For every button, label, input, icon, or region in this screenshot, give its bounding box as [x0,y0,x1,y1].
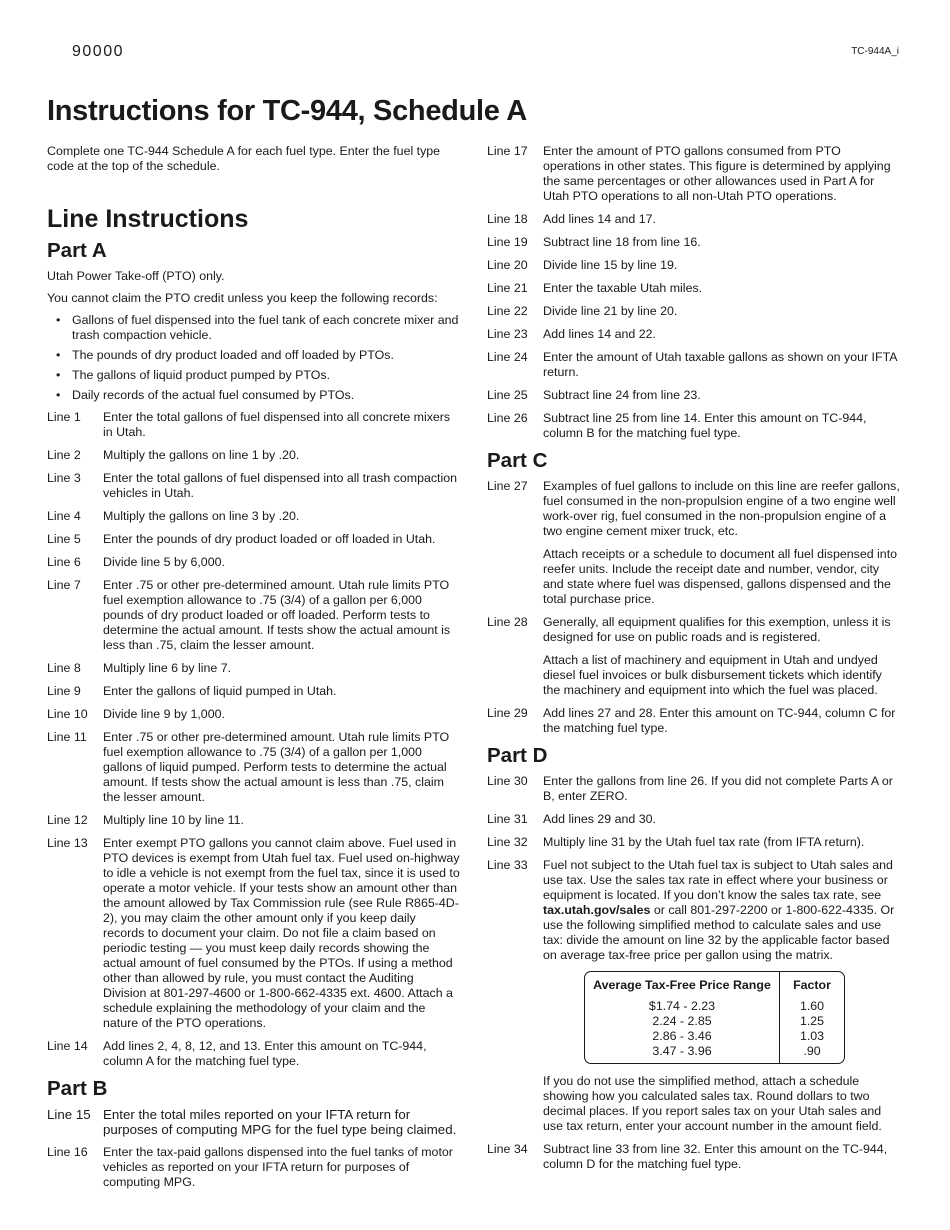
line-instruction-34 [487,1142,901,1172]
line-text: Add lines 2, 4, 8, 12, and 13. Enter this amount on TC-944, column A for the matching fuel type. [103,1039,427,1068]
line-text [543,858,901,963]
line-instruction-12 [47,813,460,828]
part-c-heading: Part C [487,449,548,472]
line-number: Line 18 [487,212,528,226]
list-item: • The pounds of dry product loaded and off loaded by PTOs. [47,348,460,363]
line-instruction-5 [47,532,460,547]
line-instruction-29 [487,706,901,736]
line-instruction-20 [487,258,901,273]
line-text: Multiply the gallons on line 1 by .20. [103,448,300,462]
line-instruction-15 [47,1107,460,1137]
line-instruction-3 [47,471,460,501]
line-number: Line 21 [487,281,528,295]
line-instruction-9 [47,684,460,699]
part-b-heading: Part B [47,1077,108,1100]
line-instruction-7 [47,578,460,653]
line-instruction-22 [487,304,901,319]
page-title: Instructions for TC-944, Schedule A [47,95,527,127]
line-text: Enter the pounds of dry product loaded or off loaded in Utah. [103,532,436,546]
line-number: Line 13 [47,836,88,850]
factor-column [780,972,844,1063]
line-instruction-14 [47,1039,460,1069]
table-cell: $1.74 - 2.23 [648,999,716,1013]
line-number: Line 31 [487,812,528,826]
line-number: Line 1 [47,410,81,424]
line-number: Line 23 [487,327,528,341]
line-instruction-19 [487,235,901,250]
line-text: Add lines 14 and 17. [543,212,656,226]
line-text: Divide line 15 by line 19. [543,258,678,272]
line-number: Line 22 [487,304,528,318]
line-text: Multiply line 10 by line 11. [103,813,244,827]
line-text: Divide line 21 by line 20. [543,304,678,318]
line-number: Line 6 [47,555,81,569]
line-text: Enter exempt PTO gallons you cannot claim above. Fuel used in PTO devices is exempt from Utah fuel tax. Fuel used on-highway to idle a vehicle is not exempt from the fuel tax, since it is used to operate a motor vehicle. If your tests show an amount other than the amount allowed by Tax Commission rule (see Rule R865-4D-2), you may claim the other amount only if you keep daily records to document your claim. Do not file a claim based on periodic testing — you must keep daily records showing the actual amount of fuel consumed by the PTOs. If using a method other than allowed by rule, you must contact the Auditing Division at 801-297-4600 or 1-800-662-4335 ext. 4600. Attach a schedule explaining the methodology of your claim and the nature of the PTO operations. [103,836,460,1030]
line-number: Line 30 [487,774,528,788]
part-a-paragraph: You cannot claim the PTO credit unless you keep the following records: [47,291,438,305]
line-text: Enter .75 or other pre-determined amount. Utah rule limits PTO fuel exemption allowance to .75 (3/4) of a gallon per 1,000 gallons of liquid pumped. Perform tests to determine the actual amount. If tests show the actual amount is less than .75, claim the lesser amount. [103,730,450,804]
line-text-part: or call 801-297-2200 or 1-800-622-4335. Or use the following simplified method to calculate sales and use tax: divide the amount on line 32 by the applicable factor based on average tax-free price per gallon using the matrix. [543,903,895,962]
line-text: Enter the taxable Utah miles. [543,281,703,295]
table-cell: .90 [803,1044,821,1058]
line-instruction-8 [47,661,460,676]
line-number: Line 19 [487,235,528,249]
left-column [47,144,460,1198]
line-number: Line 5 [47,532,81,546]
line-number: Line 8 [47,661,81,675]
records-list [47,313,460,403]
table-cell: 3.47 - 3.96 [652,1044,712,1058]
line-33-note: If you do not use the simplified method, attach a schedule showing how you calculated sales tax. Round dollars to two decimal places. If you report sales tax on your Utah sales and use tax return, enter your account number in the amount field. [543,1074,882,1133]
line-instruction-25 [487,388,901,403]
right-column [487,144,901,1180]
part-d-heading: Part D [487,744,548,767]
list-item: • Daily records of the actual fuel consumed by PTOs. [47,388,460,403]
line-number: Line 2 [47,448,81,462]
line-text: Enter the gallons of liquid pumped in Utah. [103,684,337,698]
sales-tax-link[interactable]: tax.utah.gov/sales [543,903,651,917]
line-text: Subtract line 18 from line 16. [543,235,701,249]
line-instruction-16 [47,1145,460,1190]
form-id: TC-944A_i [851,46,899,57]
table-cell: 2.24 - 2.85 [652,1014,712,1028]
document-code: 90000 [72,43,124,60]
part-a-paragraph: Utah Power Take-off (PTO) only. [47,269,225,283]
line-text: Subtract line 33 from line 32. Enter this amount on the TC-944, column D for the matching fuel type. [543,1142,888,1171]
line-text: Subtract line 25 from line 14. Enter this amount on TC-944, column B for the matching fuel type. [543,411,867,440]
line-instruction-24 [487,350,901,380]
factor-header: Factor [793,978,831,992]
line-instruction-4 [47,509,460,524]
line-text: Examples of fuel gallons to include on this line are reefer gallons, fuel consumed in the non-propulsion engine of a two engine well work-over rig, fuel consumed in the non-propulsion engine of a two engine cement mixer truck, etc. [543,479,900,538]
line-number: Line 34 [487,1142,528,1156]
line-number: Line 7 [47,578,81,592]
line-instruction-21 [487,281,901,296]
line-text: Enter the tax-paid gallons dispensed into the fuel tanks of motor vehicles as reported on your IFTA return for purposes of computing MPG. [103,1145,453,1189]
table-cell: 1.25 [799,1014,825,1028]
factor-matrix-table [584,971,845,1064]
line-text: Add lines 14 and 22. [543,327,656,341]
line-text: Add lines 27 and 28. Enter this amount on TC-944, column C for the matching fuel type. [543,706,896,735]
price-range-header: Average Tax-Free Price Range [593,978,771,992]
line-number: Line 33 [487,858,528,872]
line-instruction-10 [47,707,460,722]
line-instruction-26 [487,411,901,441]
line-instruction-27 [487,479,901,539]
line-text: Enter the amount of Utah taxable gallons as shown on your IFTA return. [543,350,897,379]
line-number: Line 4 [47,509,81,523]
line-number: Line 14 [47,1039,88,1053]
line-number: Line 28 [487,615,528,629]
line-number: Line 9 [47,684,81,698]
intro-paragraph: Complete one TC-944 Schedule A for each fuel type. Enter the fuel type code at the top of the schedule. [47,144,441,173]
line-text: Enter .75 or other pre-determined amount. Utah rule limits PTO fuel exemption allowance to .75 (3/4) of a gallon per 6,000 pounds of dry product loaded or off loaded. Perform tests to determine the actual amount. If tests show the actual amount is less than .75, claim the lesser amount. [103,578,451,652]
line-instruction-31 [487,812,901,827]
line-text: Enter the amount of PTO gallons consumed from PTO operations in other states. This figure is determined by applying the same percentages or other allowances used in Part A for Utah PTO operations to all non-Utah PTO operations. [543,144,891,203]
line-text: Multiply the gallons on line 3 by .20. [103,509,300,523]
line-text: Divide line 9 by 1,000. [103,707,225,721]
line-27-note: Attach receipts or a schedule to document all fuel dispensed into reefer units. Include the receipt date and number, vendor, city and state where fuel was dispensed, gallons dispensed and the total purchase price. [543,547,898,606]
line-instruction-30 [487,774,901,804]
line-instruction-23 [487,327,901,342]
line-number: Line 3 [47,471,81,485]
table-cell: 2.86 - 3.46 [652,1029,712,1043]
table-cell: 1.60 [799,999,825,1013]
line-instructions-heading: Line Instructions [47,205,249,233]
line-instruction-2 [47,448,460,463]
line-text: Enter the total gallons of fuel dispensed into all concrete mixers in Utah. [103,410,451,439]
line-text: Enter the gallons from line 26. If you did not complete Parts A or B, enter ZERO. [543,774,893,803]
line-instruction-17 [487,144,901,204]
line-text: Multiply line 31 by the Utah fuel tax rate (from IFTA return). [543,835,865,849]
price-range-column [585,972,780,1063]
line-number: Line 25 [487,388,528,402]
line-instruction-13 [47,836,460,1031]
line-number: Line 11 [47,730,87,744]
list-item: • The gallons of liquid product pumped by PTOs. [47,368,460,383]
part-a-heading: Part A [47,239,107,262]
line-number: Line 16 [47,1145,88,1159]
line-number: Line 32 [487,835,528,849]
line-number: Line 15 [47,1107,91,1122]
line-instruction-18 [487,212,901,227]
line-text: Divide line 5 by 6,000. [103,555,225,569]
line-number: Line 29 [487,706,528,720]
line-number: Line 27 [487,479,528,493]
line-number: Line 24 [487,350,528,364]
line-text: Enter the total miles reported on your IFTA return for purposes of computing MPG for the fuel type being claimed. [103,1107,457,1137]
line-text: Enter the total gallons of fuel dispensed into all trash compaction vehicles in Utah. [103,471,458,500]
line-number: Line 20 [487,258,528,272]
line-text: Subtract line 24 from line 23. [543,388,701,402]
line-instruction-6 [47,555,460,570]
line-number: Line 12 [47,813,88,827]
line-text: Generally, all equipment qualifies for this exemption, unless it is designed for use on public roads and is registered. [543,615,891,644]
line-number: Line 26 [487,411,528,425]
line-28-note: Attach a list of machinery and equipment in Utah and undyed diesel fuel invoices or bulk disbursement tickets which identify the machinery and equipment into which the fuel was placed. [543,653,882,697]
line-number: Line 17 [487,144,528,158]
line-text: Multiply line 6 by line 7. [103,661,232,675]
line-text-part: Fuel not subject to the Utah fuel tax is subject to Utah sales and use tax. Use the sales tax rate in effect where your business or equipment is located. If you don’t know the sales tax rate, see [543,858,893,902]
line-number: Line 10 [47,707,88,721]
line-instruction-32 [487,835,901,850]
line-instruction-11 [47,730,460,805]
table-cell: 1.03 [799,1029,825,1043]
line-text: Add lines 29 and 30. [543,812,656,826]
list-item: • Gallons of fuel dispensed into the fuel tank of each concrete mixer and trash compaction vehicle. [47,313,460,343]
line-instruction-1 [47,410,460,440]
line-instruction-28 [487,615,901,645]
line-instruction-33 [487,858,901,963]
